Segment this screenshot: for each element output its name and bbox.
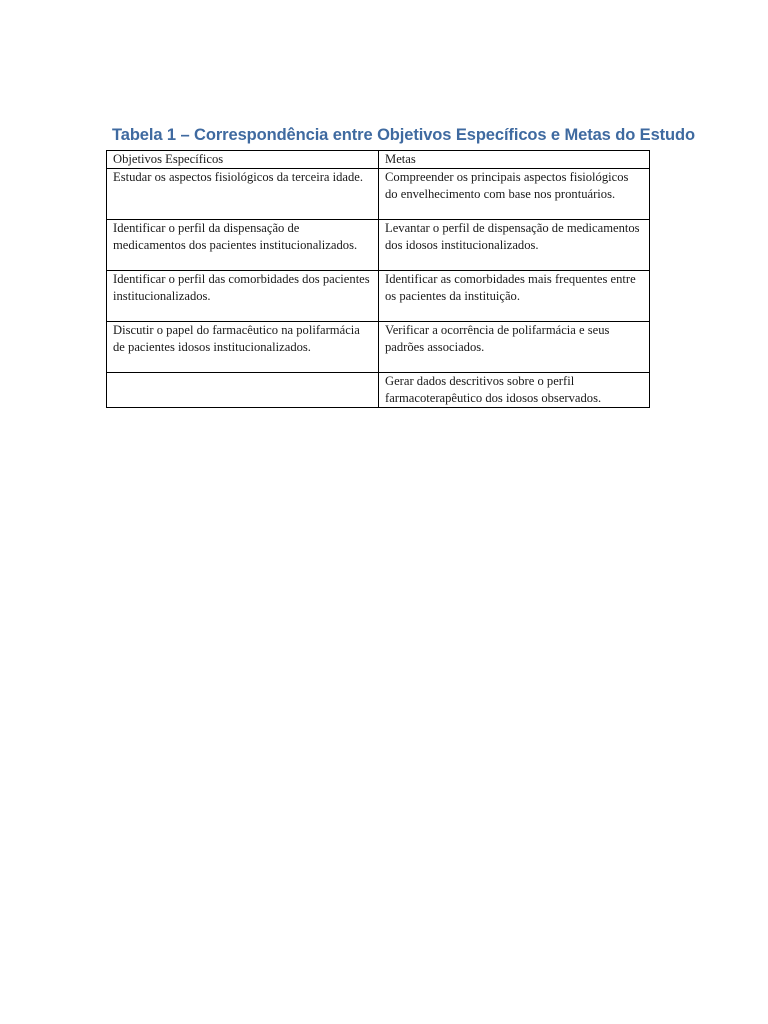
table-row <box>107 169 650 220</box>
table-header-row <box>107 151 650 169</box>
table-row <box>107 322 650 373</box>
goal-cell: Compreender os principais aspectos fisiológicos do envelhecimento com base nos prontuários. <box>379 169 650 220</box>
table-row <box>107 271 650 322</box>
goal-cell: Verificar a ocorrência de polifarmácia e seus padrões associados. <box>379 322 650 373</box>
goal-cell: Identificar as comorbidades mais frequentes entre os pacientes da instituição. <box>379 271 650 322</box>
objectives-goals-table <box>106 150 650 408</box>
objective-cell: Identificar o perfil das comorbidades dos pacientes institucionalizados. <box>107 271 379 322</box>
header-goals: Metas <box>379 151 650 169</box>
table-row <box>107 373 650 408</box>
objective-cell: Identificar o perfil da dispensação de medicamentos dos pacientes institucionalizados. <box>107 220 379 271</box>
objective-cell <box>107 373 379 408</box>
goal-cell: Gerar dados descritivos sobre o perfil farmacoterapêutico dos idosos observados. <box>379 373 650 408</box>
header-objectives: Objetivos Específicos <box>107 151 379 169</box>
objective-cell: Discutir o papel do farmacêutico na polifarmácia de pacientes idosos institucionalizados. <box>107 322 379 373</box>
table-caption: Tabela 1 – Correspondência entre Objetivos Específicos e Metas do Estudo <box>112 126 695 144</box>
table-row <box>107 220 650 271</box>
objective-cell: Estudar os aspectos fisiológicos da terceira idade. <box>107 169 379 220</box>
goal-cell: Levantar o perfil de dispensação de medicamentos dos idosos institucionalizados. <box>379 220 650 271</box>
